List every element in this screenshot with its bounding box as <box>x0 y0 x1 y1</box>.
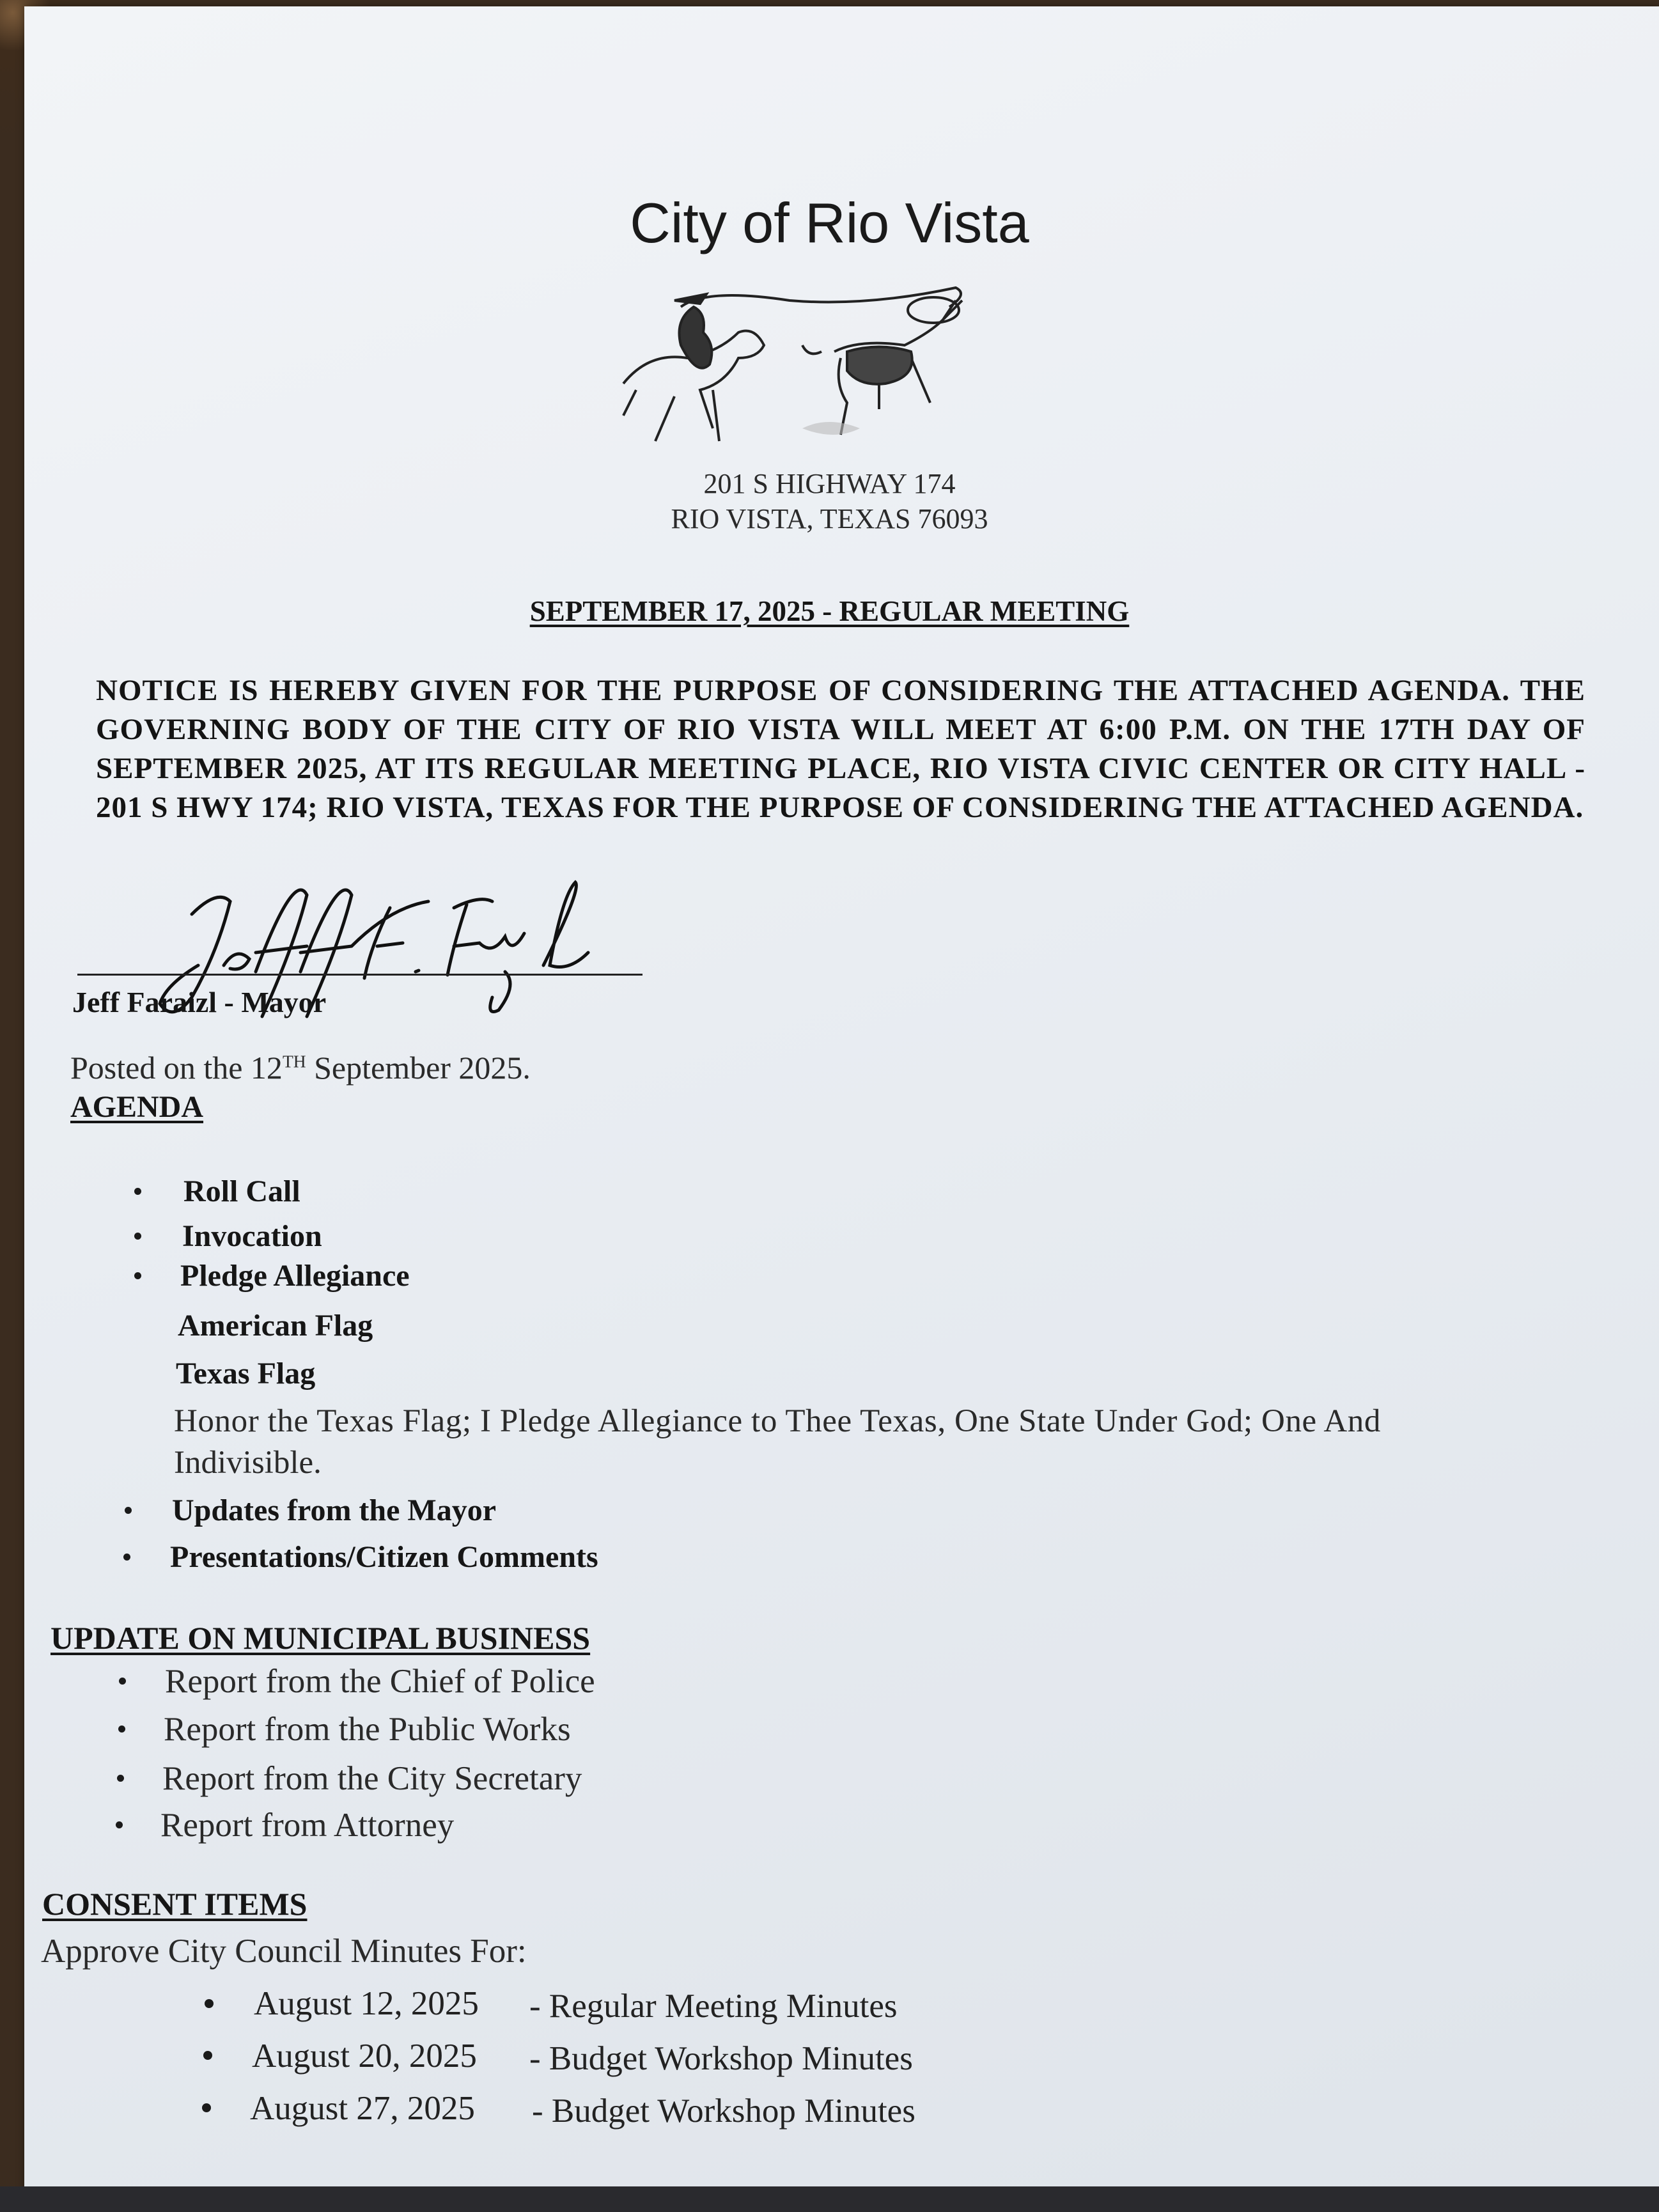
texas-pledge-text-cont: Indivisible. <box>174 1445 322 1481</box>
minutes-date: August 20, 2025 <box>252 2037 477 2075</box>
bullet <box>119 1678 126 1685</box>
bullet <box>117 1775 124 1782</box>
municipal-report-item: Report from Attorney <box>160 1807 455 1844</box>
bottom-edge <box>0 2186 1659 2212</box>
bullet <box>116 1821 123 1828</box>
texas-pledge-text: Honor the Texas Flag; I Pledge Allegiance to Thee Texas, One State Under God; One And <box>174 1403 1381 1439</box>
municipal-report-item: Report from the City Secretary <box>162 1760 582 1797</box>
bullet <box>203 2051 212 2060</box>
municipal-report-item: Report from the Chief of Police <box>165 1663 595 1700</box>
municipal-business-heading: UPDATE ON MUNICIPAL BUSINESS <box>51 1620 591 1656</box>
minutes-description: - Budget Workshop Minutes <box>532 2092 915 2130</box>
posted-date: Posted on the 12TH September 2025. <box>70 1050 531 1086</box>
minutes-description: - Budget Workshop Minutes <box>529 2040 913 2077</box>
agenda-item: Invocation <box>182 1219 322 1253</box>
bullet <box>118 1725 125 1733</box>
bullet <box>125 1507 132 1514</box>
agenda-item: Presentations/Citizen Comments <box>170 1540 598 1574</box>
minutes-description: - Regular Meeting Minutes <box>529 1988 898 2025</box>
bullet <box>205 1999 214 2008</box>
meeting-heading: SEPTEMBER 17, 2025 - REGULAR MEETING <box>529 595 1130 627</box>
pledge-subitem: American Flag <box>178 1309 373 1343</box>
municipal-report-item: Report from the Public Works <box>164 1711 571 1748</box>
address-line-2: RIO VISTA, TEXAS 76093 <box>671 503 988 534</box>
bullet <box>202 2103 211 2112</box>
consent-intro: Approve City Council Minutes For: <box>41 1933 527 1970</box>
signature-line <box>77 974 643 976</box>
agenda-heading: AGENDA <box>70 1090 204 1124</box>
pledge-subitem: Texas Flag <box>176 1357 316 1390</box>
signatory-name: Jeff Faraizl - Mayor <box>72 986 327 1018</box>
bullet <box>134 1188 141 1195</box>
bullet <box>134 1272 141 1279</box>
bullet <box>134 1233 141 1240</box>
agenda-item: Pledge Allegiance <box>180 1259 410 1293</box>
minutes-date: August 27, 2025 <box>250 2090 475 2127</box>
cowboy-roping-steer-illustration <box>611 281 994 448</box>
agenda-item: Updates from the Mayor <box>172 1493 497 1527</box>
agenda-item: Roll Call <box>183 1174 300 1208</box>
address-line-1: 201 S HIGHWAY 174 <box>703 468 956 499</box>
meeting-notice: NOTICE IS HEREBY GIVEN FOR THE PURPOSE OF CONSIDERING THE ATTACHED AGENDA. THE GOVERNING BODY OF THE CITY OF RIO VISTA WILL MEET AT 6:00 P.M. ON THE 17TH DAY OF SEPTEMBER 2025, AT ITS REGULAR MEETING PLACE, RIO VISTA CIVIC CENTER OR CITY HALL - 201 S HWY 174; RIO VISTA, TEXAS FOR THE PURPOSE OF CONSIDERING THE ATTACHED AGENDA. <box>96 674 1585 824</box>
minutes-date: August 12, 2025 <box>254 1985 479 2022</box>
city-title: City of Rio Vista <box>630 191 1029 254</box>
consent-items-heading: CONSENT ITEMS <box>42 1886 308 1922</box>
bullet <box>123 1554 130 1561</box>
